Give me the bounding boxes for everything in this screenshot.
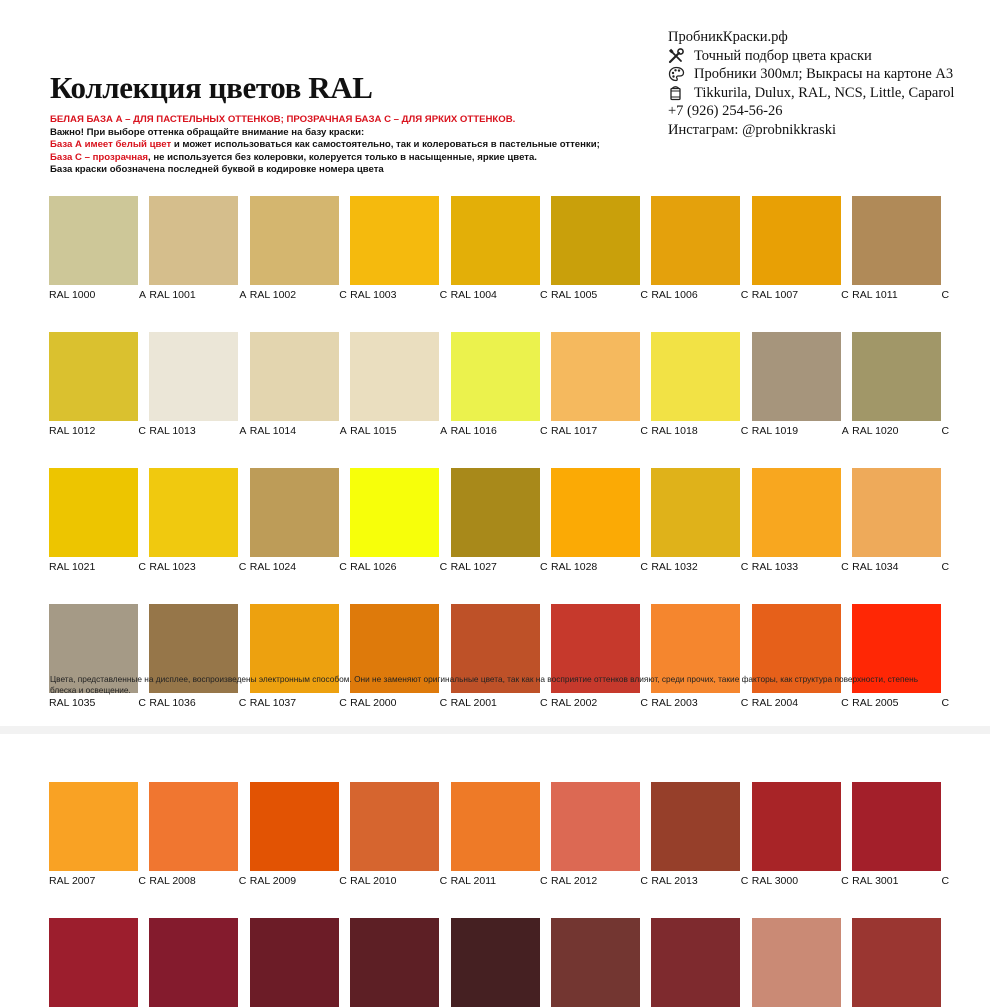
color-label [852,697,949,710]
color-swatch [451,196,540,285]
important-note: Важно! При выборе оттенка обращайте внимание на базу краски: [50,126,365,138]
color-grid-section-1 [49,196,950,710]
color-code: RAL 1006 [651,289,698,301]
base-letter: C [339,697,347,709]
color-card[interactable] [651,196,749,302]
color-code: RAL 1020 [852,425,899,437]
color-code: RAL 3001 [852,875,899,887]
color-swatch [551,468,640,557]
tools-icon [668,48,688,64]
base-letter: C [339,289,347,301]
color-swatch [149,196,238,285]
base-letter: C [439,697,448,709]
color-swatch [551,196,640,285]
base-letter: C [841,697,849,709]
base-letter: C [640,425,648,437]
color-code: RAL 1015 [350,425,397,437]
color-code: RAL 1035 [49,697,96,709]
color-code: RAL 1014 [249,425,297,437]
color-card[interactable] [450,468,548,574]
color-label [149,875,246,888]
color-card[interactable] [249,332,347,438]
color-swatch [852,918,941,1007]
color-swatch [752,196,841,285]
color-card[interactable] [49,918,138,1007]
color-card[interactable] [651,468,749,574]
color-swatch [149,332,238,421]
color-swatch [752,332,841,421]
color-label [551,289,648,302]
instagram-line [668,121,954,140]
color-card[interactable] [852,782,950,888]
service-line [668,47,954,66]
color-card[interactable] [751,196,849,302]
color-swatch [250,332,339,421]
color-swatch [49,918,138,1007]
color-card[interactable] [450,196,548,302]
color-code: RAL 1026 [350,561,397,573]
color-code: RAL 1005 [550,289,598,301]
color-swatch [651,332,740,421]
color-card[interactable] [149,918,238,1007]
color-swatch [551,918,640,1007]
color-code: RAL 2001 [450,697,497,709]
color-label [49,425,146,438]
color-code: RAL 2007 [49,875,96,887]
color-swatch [451,468,540,557]
service-text: Точный подбор цвета краски [694,47,872,64]
color-swatch [852,782,941,871]
color-label [149,425,246,438]
color-code: RAL 1032 [651,561,698,573]
base-letter: C [138,697,146,709]
code-note: База краски обозначена последней буквой в кодировке номера цвета [50,164,384,176]
color-card[interactable] [49,468,146,574]
color-code: RAL 2011 [450,875,497,887]
color-card[interactable] [550,782,648,888]
color-card[interactable] [250,918,339,1007]
color-label [551,425,648,438]
base-c-highlight: База С – прозрачная [50,151,148,163]
base-letter: C [439,561,448,573]
color-label [350,289,447,302]
color-code: RAL 1027 [450,561,497,573]
color-code: RAL 1034 [852,561,899,573]
site-name-text: ПробникКраски.рф [668,29,788,45]
base-letter: C [238,875,247,887]
color-label [752,289,849,302]
color-label [651,425,748,438]
color-card[interactable] [350,918,439,1007]
base-letter: C [138,561,146,573]
color-swatch [149,918,238,1007]
color-card[interactable] [149,468,247,574]
base-c-note [50,152,600,165]
base-letter: C [238,561,247,573]
color-code: RAL 1019 [751,425,799,437]
color-code: RAL 1011 [852,289,898,301]
base-letter: C [941,697,950,709]
color-code: RAL 1000 [49,289,96,301]
base-letter: A [841,425,849,437]
base-letter: C [841,561,849,573]
color-label [350,561,447,574]
base-letter: C [941,289,950,301]
base-letter: C [740,289,749,301]
color-card[interactable] [852,468,950,574]
color-code: RAL 1007 [751,289,799,301]
color-swatch [451,782,540,871]
base-letter: C [740,561,749,573]
color-label [651,289,748,302]
color-label [852,561,949,574]
color-label [49,561,146,574]
color-swatch [49,782,138,871]
color-swatch [149,782,238,871]
brands-line [668,84,954,103]
color-label [451,561,548,574]
base-notes [50,114,600,177]
color-card[interactable] [350,782,448,888]
color-card[interactable] [751,468,849,574]
base-letter: C [640,289,648,301]
color-card[interactable] [550,196,648,302]
color-label [250,425,347,438]
site-name [668,28,954,47]
color-swatch [752,782,841,871]
color-card[interactable] [249,196,347,302]
color-label [250,289,347,302]
color-code: RAL 1028 [550,561,598,573]
base-letter: C [640,561,648,573]
color-code: RAL 1018 [651,425,698,437]
color-label [852,289,949,302]
color-swatch [250,196,339,285]
color-card[interactable] [451,918,540,1007]
color-code: RAL 2010 [350,875,397,887]
color-swatch [350,332,439,421]
color-label [350,425,447,438]
color-swatch [350,468,439,557]
color-card[interactable] [550,468,648,574]
paint-can-icon [668,85,688,101]
color-card[interactable] [350,332,448,438]
color-code: RAL 1016 [450,425,497,437]
color-grid [49,782,950,1007]
contact-info-block [668,28,954,139]
color-code: RAL 1013 [149,425,196,437]
color-swatch [852,196,941,285]
color-label [451,425,548,438]
base-letter: C [539,289,548,301]
base-summary-note: БЕЛАЯ БАЗА А – ДЛЯ ПАСТЕЛЬНЫХ ОТТЕНКОВ; ПРОЗРАЧНАЯ БАЗА С – ДЛЯ ЯРКИХ ОТТЕНКОВ. [50,114,516,125]
color-swatch [752,468,841,557]
color-card[interactable] [852,332,950,438]
color-label [551,697,648,710]
color-card[interactable] [651,782,749,888]
base-a-note [50,139,600,152]
base-letter: A [239,425,247,437]
color-swatch [651,196,740,285]
color-swatch [250,782,339,871]
color-card[interactable] [49,196,146,302]
base-letter: C [841,875,849,887]
color-card[interactable] [450,782,548,888]
base-letter: C [539,425,548,437]
color-swatch [350,918,439,1007]
color-swatch [852,468,941,557]
color-label [250,697,347,710]
color-label [752,425,849,438]
color-label [49,697,146,710]
base-letter: C [941,561,950,573]
color-label [752,561,849,574]
base-letter: C [740,425,749,437]
color-label [451,289,548,302]
color-card[interactable] [852,918,941,1007]
color-swatch [651,468,740,557]
color-card[interactable] [551,918,640,1007]
color-code: RAL 1023 [149,561,196,573]
phone-line [668,102,954,121]
color-card[interactable] [852,196,950,302]
base-letter: C [138,425,146,437]
base-letter: C [539,875,548,887]
palette-icon [668,66,688,82]
color-code: RAL 2005 [852,697,899,709]
color-card[interactable] [651,918,740,1007]
color-card[interactable] [149,332,247,438]
base-letter: C [740,875,749,887]
color-grid [49,196,950,710]
brands-text: Tikkurila, Dulux, RAL, NCS, Little, Caparol [694,84,955,101]
base-letter: C [740,697,749,709]
samples-line [668,65,954,84]
color-code: RAL 1012 [49,425,96,437]
base-letter: A [440,425,448,437]
color-swatch [551,782,640,871]
color-swatch [49,332,138,421]
color-swatch [551,332,640,421]
color-code: RAL 1033 [751,561,799,573]
base-letter: C [339,561,347,573]
color-swatch [250,918,339,1007]
instagram-text: Инстаграм: @probnikkraski [668,121,836,138]
page-divider [0,726,990,734]
base-letter: A [138,289,146,301]
base-letter: C [439,289,448,301]
color-code: RAL 1004 [450,289,497,301]
color-label [451,875,548,888]
color-code: RAL 1021 [49,561,96,573]
color-card[interactable] [350,468,448,574]
color-code: RAL 1036 [149,697,196,709]
color-swatch [350,782,439,871]
color-code: RAL 2012 [550,875,598,887]
disclaimer-text: Цвета, представленные на дисплее, воспроизведены электронным способом. Они не заменяют оригинальные цвета, так как на восприятие оттенков влияют, среди прочих, такие факторы, как структура поверхности, степень блеска и освещение. [50,674,919,695]
color-label [250,875,347,888]
color-swatch [49,468,138,557]
samples-text: Пробники 300мл; Выкрасы на картоне А3 [694,66,954,82]
color-label [149,561,246,574]
base-letter: C [238,697,247,709]
color-code: RAL 1003 [350,289,397,301]
color-label [752,875,849,888]
color-swatch [752,918,841,1007]
base-letter: C [138,875,146,887]
color-code: RAL 2013 [651,875,698,887]
base-letter: C [841,289,849,301]
color-code: RAL 1024 [249,561,297,573]
phone-text: +7 (926) 254-56-26 [668,103,783,119]
color-card[interactable] [450,332,548,438]
color-swatch [149,468,238,557]
base-letter: C [539,697,548,709]
color-card[interactable] [149,196,247,302]
color-card[interactable] [550,332,648,438]
color-label [651,561,748,574]
color-code: RAL 3000 [751,875,799,887]
base-letter: C [941,875,950,887]
color-swatch [250,468,339,557]
color-label [49,289,146,302]
color-card[interactable] [149,782,247,888]
color-label [852,425,949,438]
page-title: Коллекция цветов RAL [50,70,373,105]
color-label [852,875,949,888]
color-swatch [451,332,540,421]
color-swatch [651,918,740,1007]
base-letter: C [539,561,548,573]
color-code: RAL 2002 [550,697,598,709]
color-card[interactable] [752,918,841,1007]
color-label [149,697,246,710]
color-swatch [651,782,740,871]
color-code: RAL 2009 [249,875,297,887]
color-label [350,697,447,710]
color-swatch [852,332,941,421]
color-label [149,289,246,302]
color-card[interactable] [651,332,749,438]
color-code: RAL 1017 [550,425,598,437]
base-letter: C [640,875,648,887]
base-letter: A [339,425,347,437]
color-card[interactable] [751,782,849,888]
color-label [551,875,648,888]
color-code: RAL 2003 [651,697,698,709]
base-letter: C [640,697,648,709]
color-code: RAL 2004 [751,697,799,709]
color-code: RAL 1002 [249,289,297,301]
base-a-text: и может использоваться как самостоятельно, так и колероваться в пастельные оттенки; [171,139,600,151]
color-card[interactable] [249,468,347,574]
color-code: RAL 1001 [149,289,196,301]
base-letter: C [339,875,347,887]
color-card[interactable] [49,332,146,438]
color-label [451,697,548,710]
color-label [350,875,447,888]
base-c-text: , не используется без колеровки, колеруется только в насыщенные, яркие цвета. [148,151,537,163]
color-card[interactable] [350,196,448,302]
base-letter: A [239,289,247,301]
base-letter: C [941,425,950,437]
color-code: RAL 2000 [350,697,397,709]
color-code: RAL 2008 [149,875,196,887]
color-grid-section-2 [49,782,950,1007]
color-swatch [350,196,439,285]
color-swatch [451,918,540,1007]
color-swatch [49,196,138,285]
color-label [752,697,849,710]
color-label [651,697,748,710]
color-label [49,875,146,888]
color-card[interactable] [249,782,347,888]
color-card[interactable] [49,782,146,888]
color-label [651,875,748,888]
color-code: RAL 1037 [249,697,297,709]
base-a-highlight: База А имеет белый цвет [50,139,172,151]
color-card[interactable] [751,332,849,438]
color-label [551,561,648,574]
base-letter: C [439,875,448,887]
color-label [250,561,347,574]
